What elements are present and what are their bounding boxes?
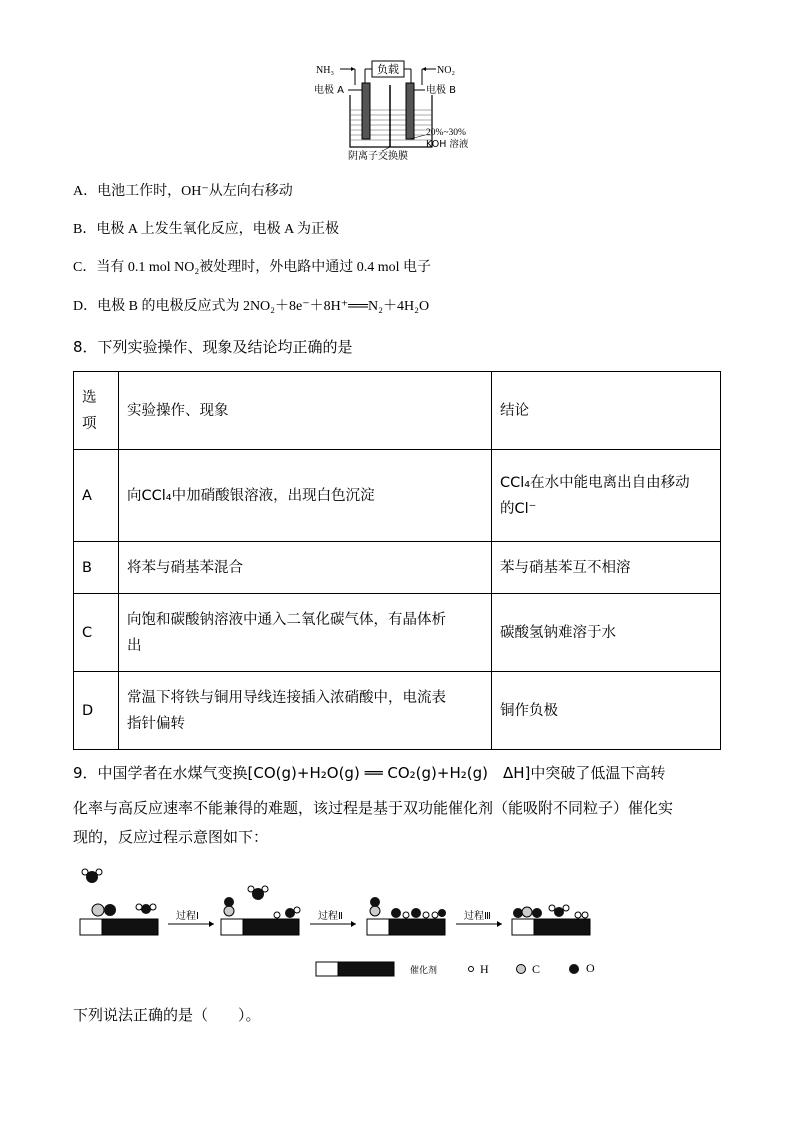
row-a-conclusion-line2: 的Cl⁻ — [500, 500, 537, 517]
legend-catalyst: 催化剂 — [410, 966, 438, 976]
table-row — [74, 672, 721, 750]
q7-option-a: A．电池工作时，OH⁻从左向右移动 — [73, 184, 293, 199]
row-d-operation-line2: 指针偏转 — [127, 715, 185, 732]
row-d-option: D — [74, 672, 119, 750]
process-1-label: 过程Ⅰ — [176, 911, 199, 922]
q7-option-c: C．当有 0.1 mol NO₂被处理时，外电路中通过 0.4 mol 电子 — [73, 260, 431, 275]
membrane-label: 阴离子交换膜 — [348, 151, 408, 162]
row-a-option: A — [74, 450, 119, 542]
header-option-line1: 选 — [82, 389, 97, 406]
row-b-operation: 将苯与硝基苯混合 — [119, 542, 492, 594]
electrolyte-label-2: KOH 溶液 — [426, 139, 469, 150]
q9-question: 下列说法正确的是（ ）。 — [73, 1006, 261, 1024]
row-b-option: B — [74, 542, 119, 594]
legend-c: C — [532, 962, 541, 976]
row-a-operation: 向CCl₄中加硝酸银溶液，出现白色沉淀 — [119, 450, 492, 542]
q9-line1: 9．中国学者在水煤气变换[CO(g)+H₂O(g) ══ CO₂(g)+H₂(g) ΔH]中突破了低温下高转 — [73, 764, 666, 782]
table-header-row — [74, 372, 721, 450]
header-operation: 实验操作、现象 — [119, 372, 492, 450]
row-d-operation — [119, 672, 492, 750]
q7-option-b: B．电极 A 上发生氧化反应，电极 A 为正极 — [73, 222, 340, 237]
legend-o: O — [586, 961, 595, 975]
q8-stem: 8．下列实验操作、现象及结论均正确的是 — [73, 338, 353, 356]
electrode-a-label: 电极 A — [314, 85, 345, 96]
header-option — [74, 372, 119, 450]
reaction-process-diagram — [78, 862, 608, 980]
table-row — [74, 594, 721, 672]
electrode-b-label: 电极 B — [426, 85, 457, 96]
row-b-conclusion: 苯与硝基苯互不相溶 — [492, 542, 721, 594]
electrolyte-label-1: 20%~30% — [426, 128, 466, 138]
nh3-label: NH₃ — [316, 65, 334, 76]
process-2-label: 过程Ⅱ — [318, 911, 343, 922]
water-molecule-icon — [82, 869, 102, 883]
row-d-conclusion: 铜作负极 — [492, 672, 721, 750]
row-c-option: C — [74, 594, 119, 672]
legend-h: H — [480, 962, 489, 976]
q9-line3: 现的，反应过程示意图如下： — [73, 828, 269, 846]
load-label: 负载 — [377, 63, 399, 76]
table-row — [74, 450, 721, 542]
row-a-conclusion-line1: CCl₄在水中能电离出自由移动 — [500, 474, 690, 491]
row-c-conclusion: 碳酸氢钠难溶于水 — [492, 594, 721, 672]
q7-option-d: D．电极 B 的电极反应式为 2NO₂＋8e⁻＋8H⁺══N₂＋4H₂O — [73, 299, 430, 314]
row-c-operation — [119, 594, 492, 672]
q8-table — [73, 371, 721, 750]
row-c-operation-line1: 向饱和碳酸钠溶液中通入二氧化碳气体，有晶体析 — [127, 611, 446, 628]
header-option-line2: 项 — [82, 415, 97, 432]
battery-diagram — [310, 55, 490, 163]
q9-line2: 化率与高反应速率不能兼得的难题，该过程是基于双功能催化剂（能吸附不同粒子）催化实 — [73, 799, 674, 817]
table-row — [74, 542, 721, 594]
row-a-conclusion — [492, 450, 721, 542]
row-d-operation-line1: 常温下将铁与铜用导线连接插入浓硝酸中，电流表 — [127, 689, 446, 706]
row-c-operation-line2: 出 — [127, 637, 142, 654]
no2-label: NO₂ — [437, 65, 455, 76]
process-3-label: 过程Ⅲ — [464, 911, 491, 922]
header-conclusion: 结论 — [492, 372, 721, 450]
